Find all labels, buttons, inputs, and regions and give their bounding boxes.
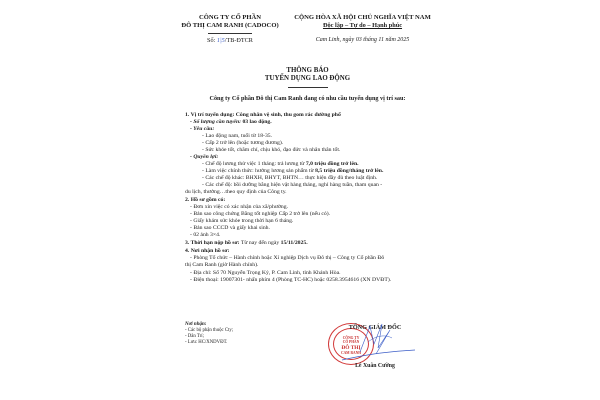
quantity-value: 03 lao động. [241, 119, 272, 125]
stamp-line: CAM RANH [340, 350, 362, 355]
benefit-item: - Các chế độ khác: BHXH, BHYT, BHTN… thực hiện đầy đủ theo luật định. [202, 175, 378, 181]
requirement-item: - Lao động nam, tuổi từ 18-35. [202, 133, 273, 139]
doc-title-line1: THÔNG BÁO [286, 67, 329, 74]
doc-no-handwritten: 1|5 [216, 37, 225, 44]
signer-title: TỔNG GIÁM ĐỐC [348, 324, 402, 331]
doc-no-suffix: /TB-ĐTCR [224, 37, 253, 44]
benefit1-amount: 7,0 triệu đồng trở lên. [305, 161, 359, 167]
benefit2-text: - Làm việc chính thức: hưởng lương sản phẩm từ [202, 168, 316, 174]
submission-place-cont: thị Cam Ranh (giờ Hành chính). [185, 262, 259, 268]
submission-place: - Phòng Tổ chức – Hành chính hoặc Xí nghiệp Dịch vụ Đô thị – Công ty Cổ phần Đô [190, 255, 385, 261]
recipients-label: Nơi nhận: [185, 322, 207, 327]
phone: - Điện thoại: 19007301- nhấn phím 4 (Phòng TC-HC) hoặc 0258.3954616 (XN DVĐT). [190, 277, 392, 283]
benefit2-amount: 8,5 triệu đồng/tháng trở lên. [315, 168, 384, 174]
section3-heading: 3. Thời hạn nộp hồ sơ: [185, 240, 240, 246]
place-date: Cam Linh, ngày 03 tháng 11 năm 2025 [315, 37, 410, 43]
recipient-item: - Lưu: HC/XNDVĐT. [185, 340, 228, 345]
document-item: - Bản sao công chứng Bằng tốt nghiệp Cấp 2 trở lên (nếu có). [190, 211, 331, 217]
org-underline [208, 33, 252, 34]
title-underline [288, 87, 328, 88]
stamp-line: CÔNG TY [342, 336, 360, 340]
address: - Địa chỉ: Số 70 Nguyễn Trọng Kỷ, P. Cam Linh, tỉnh Khánh Hòa. [190, 270, 341, 276]
doc-no-prefix: Số: [207, 37, 216, 44]
document-number [170, 37, 290, 46]
benefit-item [202, 161, 359, 168]
org-name-line1: CÔNG TY CỔ PHẦN [198, 14, 262, 21]
deadline-line [185, 240, 308, 247]
quantity-line [190, 119, 272, 126]
requirement-item: - Cấp 2 trở lên (hoặc tương đương). [202, 140, 284, 146]
section4-heading: 4. Nơi nhận hồ sơ: [185, 248, 230, 254]
document-item: - Bản sao CCCD và giấy khai sinh. [190, 225, 270, 231]
benefits-label: - Quyền lợi: [190, 154, 219, 160]
recipient-item: - Các bộ phận thuộc Cty; [185, 328, 234, 333]
signature-scribble [340, 322, 420, 364]
deadline-text: Từ nay đến ngày [239, 240, 281, 246]
deadline-date: 15/11/2025. [280, 240, 308, 246]
benefit1-text: - Chế độ lương thử việc 1 tháng: trả lương từ [202, 161, 306, 167]
org-name-line2: ĐÔ THỊ CAM RANH (CADOCO) [181, 22, 279, 29]
section1-heading: 1. Vị trí tuyển dụng: Công nhân vệ sinh, thu gom rác đường phố [185, 112, 341, 118]
section2-heading: 2. Hồ sơ gồm có: [185, 197, 226, 203]
recipient-item: - Dân Trí; [185, 334, 204, 339]
benefit-item [202, 168, 383, 175]
requirements-label: - Yêu cầu: [190, 126, 215, 132]
intro-text: Công ty Cổ phần Đô thị Cam Ranh đang có nhu cầu tuyển dụng vị trí sau: [209, 95, 406, 102]
benefit-item-cont: du lịch, thưởng…theo quy định của Công ty. [185, 189, 287, 195]
nation-title: CỘNG HÒA XÃ HỘI CHỦ NGHĨA VIỆT NAM [294, 14, 431, 21]
stamp-line: CỔ PHẦN [342, 340, 360, 345]
stamp-line: ĐÔ THỊ [341, 344, 361, 351]
nation-motto: Độc lập – Tự do – Hạnh phúc [322, 22, 403, 29]
signer-name: Lê Xuân Cường [355, 363, 395, 369]
quantity-label: - Số lượng cần tuyển: [190, 119, 242, 125]
document-page [170, 0, 445, 400]
benefit-item: - Các chế độ: bồi dưỡng bằng hiện vật hàng tháng, nghỉ hàng tuần, tham quan - [202, 182, 383, 188]
requirement-item: - Sức khỏe tốt, chăm chỉ, chịu khó, đạo đức và nhân thân tốt. [202, 147, 341, 153]
document-item: - Giấy khám sức khỏe trong thời hạn 6 tháng. [190, 218, 294, 224]
document-item: - Đơn xin việc có xác nhận của xã/phường. [190, 204, 289, 210]
document-item: - 02 ảnh 3×4. [190, 232, 221, 238]
doc-title-line2: TUYỂN DỤNG LAO ĐỘNG [264, 75, 351, 82]
